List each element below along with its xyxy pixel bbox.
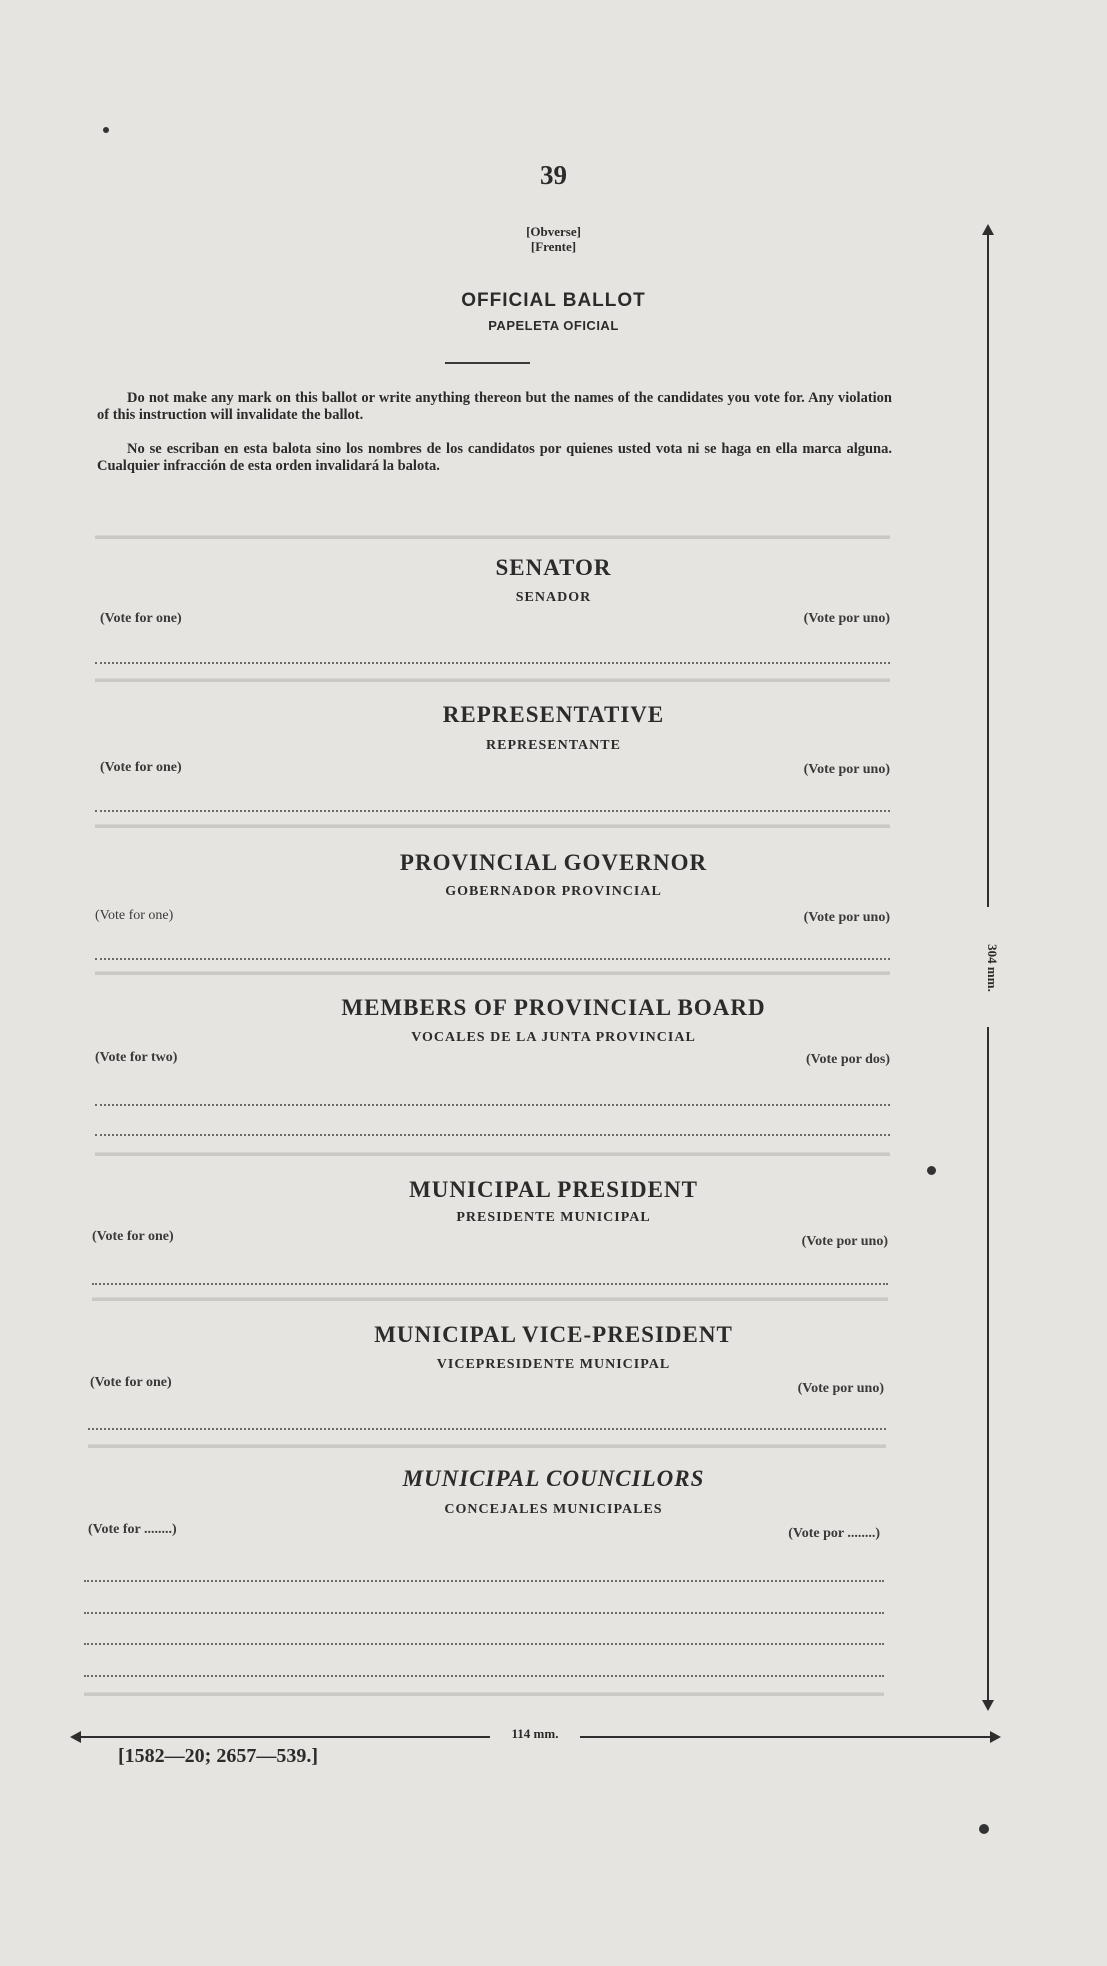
vote-instruction-en: (Vote for one) bbox=[90, 1375, 172, 1390]
office-subtitle-senator: SENADOR bbox=[515, 590, 592, 605]
vote-instruction-en: (Vote for one) bbox=[92, 1229, 174, 1244]
height-dimension-label: 304 mm. bbox=[985, 944, 1000, 992]
candidate-write-in-line[interactable] bbox=[95, 810, 890, 812]
ballot-title-spanish: PAPELETA OFICIAL bbox=[488, 318, 619, 333]
side-label-en: [Obverse] bbox=[526, 224, 581, 239]
section-separator bbox=[88, 1444, 886, 1448]
page-number: 39 bbox=[540, 160, 567, 190]
office-subtitle-municipal-president: PRESIDENTE MUNICIPAL bbox=[456, 1210, 651, 1225]
office-subtitle-provincial-governor: GOBERNADOR PROVINCIAL bbox=[445, 884, 662, 899]
vote-instruction-es: (Vote por uno) bbox=[803, 611, 890, 626]
office-subtitle-municipal-vice-president: VICEPRESIDENTE MUNICIPAL bbox=[436, 1357, 671, 1372]
candidate-write-in-line[interactable] bbox=[88, 1428, 886, 1430]
vote-instruction-en: (Vote for two) bbox=[95, 1050, 178, 1065]
vote-instruction-en: (Vote for one) bbox=[100, 760, 182, 775]
candidate-write-in-line[interactable] bbox=[84, 1675, 884, 1677]
vote-instruction-en: (Vote for one) bbox=[100, 611, 182, 626]
section-separator bbox=[95, 1152, 890, 1156]
vote-instruction-es: (Vote por uno) bbox=[803, 762, 890, 777]
print-code: [1582—20; 2657—539.] bbox=[118, 1745, 318, 1767]
vote-instruction-es: (Vote por ........) bbox=[788, 1526, 880, 1541]
section-separator bbox=[95, 824, 890, 828]
candidate-write-in-line[interactable] bbox=[95, 1134, 890, 1136]
office-title-municipal-vice-president: MUNICIPAL VICE-PRESIDENT bbox=[374, 1322, 733, 1347]
office-title-representative: REPRESENTATIVE bbox=[442, 702, 665, 727]
vote-instruction-en: (Vote for ........) bbox=[88, 1522, 177, 1537]
section-separator bbox=[84, 1692, 884, 1696]
scan-speck bbox=[979, 1824, 989, 1834]
office-title-municipal-councilors: MUNICIPAL COUNCILORS bbox=[402, 1466, 705, 1491]
side-label bbox=[0, 224, 1107, 254]
candidate-write-in-line[interactable] bbox=[95, 662, 890, 664]
vote-instruction-es: (Vote por uno) bbox=[797, 1381, 884, 1396]
section-separator bbox=[95, 535, 890, 539]
office-subtitle-provincial-board: VOCALES DE LA JUNTA PROVINCIAL bbox=[411, 1030, 696, 1045]
vote-instruction-es: (Vote por uno) bbox=[803, 910, 890, 925]
section-separator bbox=[92, 1297, 888, 1301]
scan-speck bbox=[103, 127, 109, 133]
office-title-provincial-board: MEMBERS OF PROVINCIAL BOARD bbox=[341, 995, 766, 1020]
arrow-down-icon bbox=[982, 1700, 994, 1711]
arrow-right-icon bbox=[990, 1731, 1001, 1743]
candidate-write-in-line[interactable] bbox=[84, 1612, 884, 1614]
candidate-write-in-line[interactable] bbox=[84, 1643, 884, 1645]
vote-instruction-es: (Vote por uno) bbox=[801, 1234, 888, 1249]
candidate-write-in-line[interactable] bbox=[84, 1580, 884, 1582]
instructions-english: Do not make any mark on this ballot or write anything thereon but the names of the candidates you vote for. Any violation of this instruction will invalidate the ballot. bbox=[97, 390, 892, 423]
candidate-write-in-line[interactable] bbox=[92, 1283, 888, 1285]
title-divider bbox=[445, 362, 530, 364]
office-title-municipal-president: MUNICIPAL PRESIDENT bbox=[409, 1177, 698, 1202]
candidate-write-in-line[interactable] bbox=[95, 1104, 890, 1106]
office-title-provincial-governor: PROVINCIAL GOVERNOR bbox=[399, 850, 708, 875]
section-separator bbox=[95, 971, 890, 975]
scan-speck bbox=[927, 1166, 936, 1175]
candidate-write-in-line[interactable] bbox=[95, 958, 890, 960]
vote-instruction-en: (Vote for one) bbox=[95, 908, 174, 923]
ballot-title: OFFICIAL BALLOT bbox=[461, 290, 646, 311]
section-separator bbox=[95, 678, 890, 682]
instructions-spanish: No se escriban en esta balota sino los nombres de los candidatos por quienes usted vota ni se haga en ella marca alguna. Cualquier infracción de esta orden invalidará la balota. bbox=[97, 441, 892, 474]
office-title-senator: SENATOR bbox=[495, 555, 612, 580]
office-subtitle-municipal-councilors: CONCEJALES MUNICIPALES bbox=[444, 1502, 663, 1517]
width-dimension-label: 114 mm. bbox=[490, 1726, 580, 1742]
side-label-es: [Frente] bbox=[530, 239, 577, 254]
vote-instruction-es: (Vote por dos) bbox=[805, 1052, 890, 1067]
office-subtitle-representative: REPRESENTANTE bbox=[486, 738, 621, 753]
